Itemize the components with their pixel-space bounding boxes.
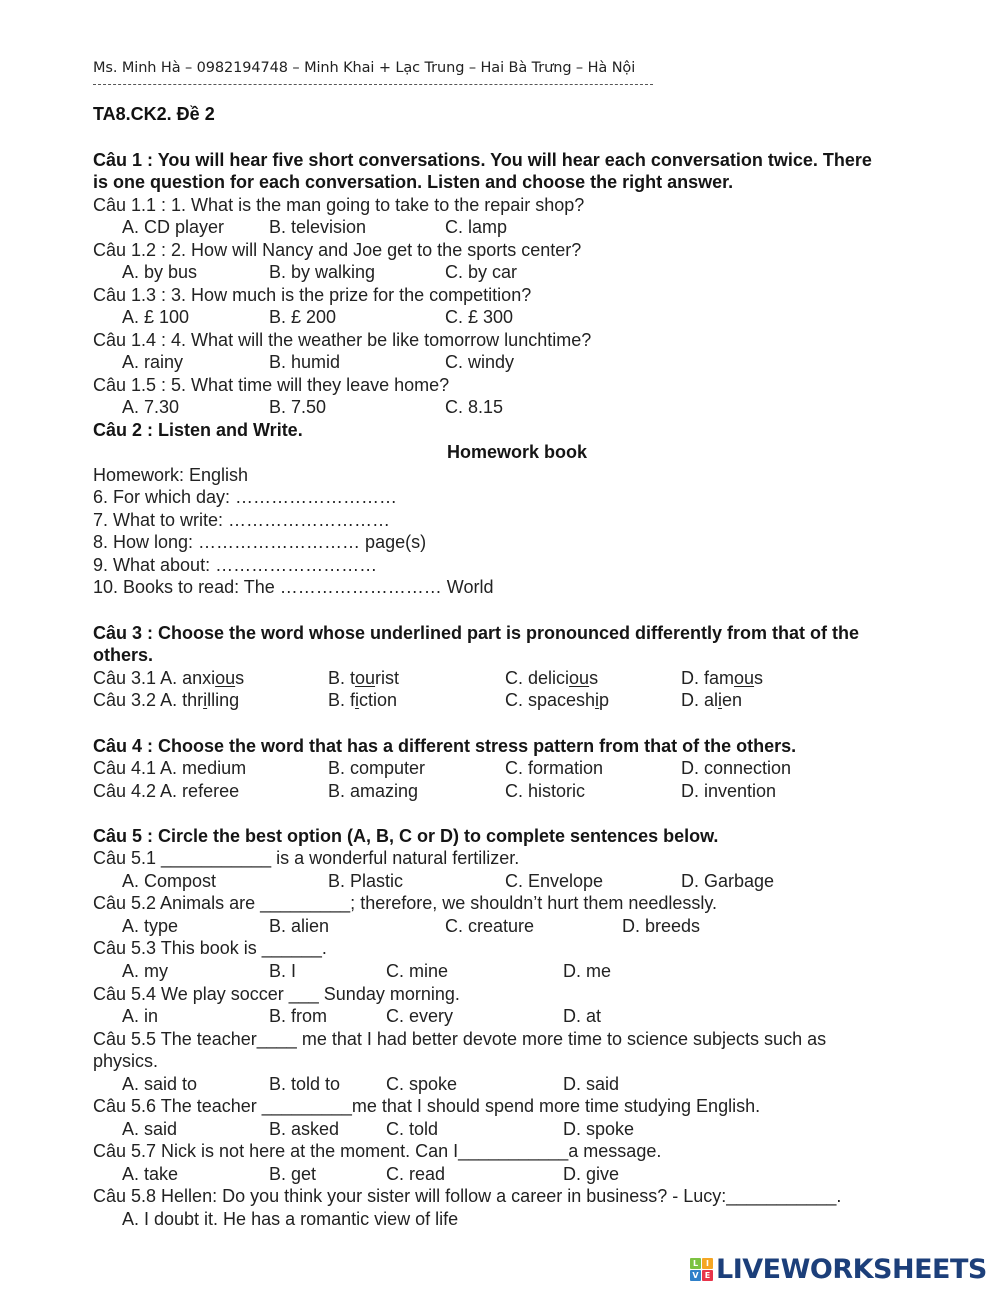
underlined-part: i [595, 690, 600, 710]
question-5-6: Câu 5.6 The teacher _________me that I should spend more time studying English. [93, 1096, 761, 1116]
option-4-1-b[interactable]: B. computer [328, 758, 426, 778]
question-5-4: Câu 5.4 We play soccer ___ Sunday morning. [93, 984, 460, 1004]
option-1-5-c[interactable]: C. 8.15 [445, 397, 504, 417]
word-prefix: B. t [328, 668, 356, 688]
option-5-4-c[interactable]: C. every [386, 1006, 454, 1026]
question-1-4: Câu 1.4 : 4. What will the weather be like tomorrow lunchtime? [93, 330, 592, 350]
logo-square-l: L [690, 1258, 701, 1269]
blank-item-8[interactable]: 8. How long: ……………………… page(s) [93, 532, 427, 552]
option-1-2-a[interactable]: A. by bus [122, 262, 198, 282]
option-1-4-a[interactable]: A. rainy [122, 352, 184, 372]
option-1-3-a[interactable]: A. £ 100 [122, 307, 190, 327]
option-5-5-d[interactable]: D. said [563, 1074, 620, 1094]
blank-item-10[interactable]: 10. Books to read: The ……………………… World [93, 577, 494, 597]
option-3-2-d[interactable] [681, 689, 742, 711]
option-5-2-b[interactable]: B. alien [269, 916, 330, 936]
word-prefix: C. delici [505, 668, 570, 688]
question-5-7: Câu 5.7 Nick is not here at the moment. Can I___________a message. [93, 1141, 662, 1161]
option-5-8-a[interactable]: A. I doubt it. He has a romantic view of life [122, 1209, 459, 1229]
logo-square-v: V [690, 1270, 701, 1281]
question-1-2: Câu 1.2 : 2. How will Nancy and Joe get to the sports center? [93, 240, 582, 260]
option-5-5-c[interactable]: C. spoke [386, 1074, 458, 1094]
option-4-2-b[interactable]: B. amazing [328, 781, 419, 801]
option-1-1-b[interactable]: B. television [269, 217, 367, 237]
underlined-part: i [203, 690, 208, 710]
option-5-2-d[interactable]: D. breeds [622, 916, 701, 936]
option-1-2-c[interactable]: C. by car [445, 262, 518, 282]
word-prefix: D. al [681, 690, 719, 710]
word-suffix: en [722, 690, 743, 710]
option-1-1-a[interactable]: A. CD player [122, 217, 225, 237]
word-prefix: B. f [328, 690, 356, 710]
homework-subject: Homework: English [93, 465, 249, 485]
option-5-1-b[interactable]: B. Plastic [328, 871, 404, 891]
question-label: Câu 3.1 [93, 668, 161, 688]
word-suffix: s [754, 668, 764, 688]
word-prefix: C. spacesh [505, 690, 596, 710]
option-5-1-d[interactable]: D. Garbage [681, 871, 775, 891]
option-5-6-c[interactable]: C. told [386, 1119, 439, 1139]
question-5-5: Câu 5.5 The teacher____ me that I had better devote more time to science subjects such as [93, 1029, 827, 1049]
question-5-8: Câu 5.8 Hellen: Do you think your sister will follow a career in business? - Lucy:___________. [93, 1186, 842, 1206]
liveworksheets-logo[interactable] [690, 1254, 987, 1284]
word-suffix: rist [375, 668, 400, 688]
header-divider [93, 84, 653, 85]
word-suffix: s [235, 668, 245, 688]
option-3-1-b[interactable] [328, 667, 399, 689]
underlined-part: ou [355, 668, 376, 688]
word-suffix: s [589, 668, 599, 688]
word-prefix: A. anxi [160, 668, 216, 688]
question-1-5: Câu 1.5 : 5. What time will they leave home? [93, 375, 450, 395]
word-suffix: ction [359, 690, 398, 710]
section1-instruction-cont: is one question for each conversation. Listen and choose the right answer. [93, 172, 734, 192]
word-prefix: D. fam [681, 668, 735, 688]
logo-squares-icon [690, 1258, 713, 1281]
question-1-1: Câu 1.1 : 1. What is the man going to take to the repair shop? [93, 195, 585, 215]
option-5-4-a[interactable]: A. in [122, 1006, 159, 1026]
option-1-4-b[interactable]: B. humid [269, 352, 341, 372]
section3-instruction: Câu 3 : Choose the word whose underlined part is pronounced differently from that of the [93, 623, 860, 643]
question-5-5-cont: physics. [93, 1051, 159, 1071]
option-4-2-d[interactable]: D. invention [681, 781, 777, 801]
option-1-5-a[interactable]: A. 7.30 [122, 397, 180, 417]
question-5-3: Câu 5.3 This book is ______. [93, 938, 327, 958]
option-5-3-a[interactable]: A. my [122, 961, 169, 981]
option-5-6-a[interactable]: A. said [122, 1119, 178, 1139]
option-5-7-a[interactable]: A. take [122, 1164, 179, 1184]
question-5-1: Câu 5.1 ___________ is a wonderful natural fertilizer. [93, 848, 520, 868]
question-label: Câu 3.2 [93, 690, 161, 710]
word-prefix: A. thr [160, 690, 204, 710]
contact-header: Ms. Minh Hà – 0982194748 – Minh Khai + Lạc Trung – Hai Bà Trưng – Hà Nội [93, 60, 636, 76]
section2-instruction: Câu 2 : Listen and Write. [93, 420, 303, 440]
option-5-4-d[interactable]: D. at [563, 1006, 602, 1026]
option-5-3-c[interactable]: C. mine [386, 961, 449, 981]
blank-item-9[interactable]: 9. What about: ……………………… [93, 555, 378, 575]
homework-book-title: Homework book [447, 442, 588, 462]
option-5-4-b[interactable]: B. from [269, 1006, 328, 1026]
section4-instruction: Câu 4 : Choose the word that has a different stress pattern from that of the others. [93, 736, 797, 756]
option-3-2-a[interactable] [93, 689, 239, 711]
option-4-1-a[interactable]: Câu 4.1 A. medium [93, 758, 247, 778]
option-1-4-c[interactable]: C. windy [445, 352, 515, 372]
option-5-6-d[interactable]: D. spoke [563, 1119, 635, 1139]
blank-item-7[interactable]: 7. What to write: ……………………… [93, 510, 391, 530]
underlined-part: ou [734, 668, 755, 688]
underlined-part: ou [215, 668, 236, 688]
option-5-7-b[interactable]: B. get [269, 1164, 317, 1184]
option-5-3-d[interactable]: D. me [563, 961, 612, 981]
option-4-2-a[interactable]: Câu 4.2 A. referee [93, 781, 240, 801]
question-1-3: Câu 1.3 : 3. How much is the prize for the competition? [93, 285, 532, 305]
option-5-7-c[interactable]: C. read [386, 1164, 446, 1184]
logo-square-i: I [702, 1258, 713, 1269]
option-5-2-c[interactable]: C. creature [445, 916, 535, 936]
option-1-3-b[interactable]: B. £ 200 [269, 307, 337, 327]
option-3-2-b[interactable] [328, 689, 397, 711]
option-3-2-c[interactable] [505, 689, 609, 711]
logo-text: LIVEWORKSHEETS [716, 1253, 987, 1285]
option-5-3-b[interactable]: B. I [269, 961, 297, 981]
option-5-1-a[interactable]: A. Compost [122, 871, 217, 891]
option-1-1-c[interactable]: C. lamp [445, 217, 508, 237]
logo-square-e: E [702, 1270, 713, 1281]
section5-instruction: Câu 5 : Circle the best option (A, B, C or D) to complete sentences below. [93, 826, 719, 846]
underlined-part: i [355, 690, 360, 710]
option-3-1-d[interactable] [681, 667, 763, 689]
option-1-2-b[interactable]: B. by walking [269, 262, 376, 282]
underlined-part: i [718, 690, 723, 710]
worksheet-title: TA8.CK2. Đề 2 [93, 104, 215, 124]
section1-instruction: Câu 1 : You will hear five short conversations. You will hear each conversation twice. There [93, 150, 872, 170]
underlined-part: ou [569, 668, 590, 688]
option-5-7-d[interactable]: D. give [563, 1164, 620, 1184]
option-5-2-a[interactable]: A. type [122, 916, 179, 936]
word-suffix: lling [207, 690, 240, 710]
option-5-5-a[interactable]: A. said to [122, 1074, 198, 1094]
option-3-1-c[interactable] [505, 667, 598, 689]
option-1-3-c[interactable]: C. £ 300 [445, 307, 514, 327]
option-5-6-b[interactable]: B. asked [269, 1119, 340, 1139]
word-suffix: p [599, 690, 610, 710]
section3-instruction-cont: others. [93, 645, 154, 665]
blank-item-6[interactable]: 6. For which day: ……………………… [93, 487, 398, 507]
option-1-5-b[interactable]: B. 7.50 [269, 397, 327, 417]
option-4-2-c[interactable]: C. historic [505, 781, 586, 801]
option-5-5-b[interactable]: B. told to [269, 1074, 341, 1094]
option-5-1-c[interactable]: C. Envelope [505, 871, 604, 891]
question-5-2: Câu 5.2 Animals are _________; therefore, we shouldn’t hurt them needlessly. [93, 893, 718, 913]
option-4-1-c[interactable]: C. formation [505, 758, 604, 778]
option-4-1-d[interactable]: D. connection [681, 758, 792, 778]
option-3-1-a[interactable] [93, 667, 244, 689]
